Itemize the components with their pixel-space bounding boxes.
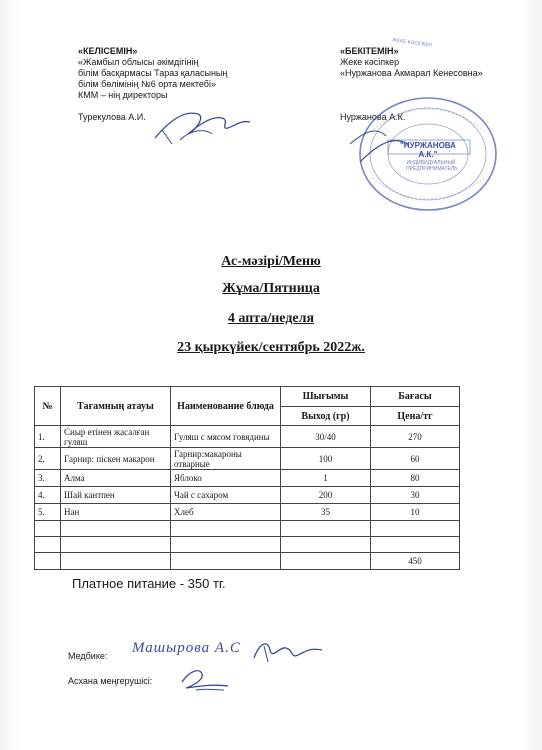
approval-right-line: Жеке кәсіпкер: [340, 57, 400, 67]
approval-right-block: [340, 46, 483, 79]
approval-left-heading: «КЕЛІСЕМІН»: [78, 46, 138, 56]
menu-table: [34, 386, 460, 570]
table-row: [35, 487, 460, 504]
cell-name-ru: Яблоко: [171, 470, 281, 487]
table-row: [35, 504, 460, 521]
approval-left-line: «Жамбыл облысы әкімдігінің: [78, 57, 199, 67]
header-price-kz: Бағасы: [371, 387, 460, 407]
table-row: [35, 448, 460, 470]
header-price-ru: Цена/тг: [371, 407, 460, 426]
cell-name-ru: Гарнир:макароны отварные: [171, 448, 281, 470]
askhana-signature-icon: [176, 664, 236, 694]
table-row-empty: [35, 537, 460, 553]
cell-price: 80: [371, 470, 460, 487]
header-name-ru: Наименование блюда: [171, 387, 281, 426]
page-title-day: Жұма/Пятница: [222, 281, 320, 296]
cell-name-kz: Гарнир: піскен макарон: [61, 448, 171, 470]
director-signature-icon: [150, 100, 255, 150]
cell-output: 30/40: [281, 426, 371, 448]
cell-num: 5.: [35, 504, 61, 521]
cell-num: 4.: [35, 487, 61, 504]
approval-left-line: білім басқармасы Тараз қаласының: [78, 68, 228, 78]
table-total-row: [35, 553, 460, 570]
header-output-ru: Выход (гр): [281, 407, 371, 426]
cell-name-kz: Алма: [61, 470, 171, 487]
cell-output: 100: [281, 448, 371, 470]
askhana-label: Асхана меңгерушісі:: [68, 676, 153, 686]
cell-output: 200: [281, 487, 371, 504]
medbike-signature-icon: [250, 638, 325, 666]
table-header-row: [35, 387, 460, 407]
cell-price: 60: [371, 448, 460, 470]
cell-name-kz: Шай кантпен: [61, 487, 171, 504]
paid-meal-text: Платное питание - 350 тг.: [72, 576, 226, 591]
approval-right-line: «Нуржанова Акмарал Кенесовна»: [340, 68, 483, 78]
approval-left-name: Турекулова А.И.: [78, 112, 146, 122]
medbike-signature: Машырова А.С: [132, 640, 241, 656]
approval-left-line: білім бөлімінің №6 орта мектебі»: [78, 79, 216, 89]
cell-num: 3.: [35, 470, 61, 487]
stamp-inner-text: ИНДИВИДУАЛЬНЫЙ ПРЕДПРИНИМАТЕЛЬ: [406, 160, 458, 172]
cell-num: 1.: [35, 426, 61, 448]
stamp-arc-text: ЖЕКЕ КӘСІПКЕР: [391, 37, 433, 49]
table-row: [35, 426, 460, 448]
header-output-kz: Шығымы: [281, 387, 371, 407]
approval-right-heading: «БЕКІТЕМІН»: [340, 46, 399, 56]
header-num: №: [35, 387, 61, 426]
table-row: [35, 470, 460, 487]
stamp-center-text: "НУРЖАНОВА А.К.": [400, 141, 456, 159]
header-name-kz: Тағамның атауы: [61, 387, 171, 426]
cell-name-ru: Хлеб: [171, 504, 281, 521]
cell-output: 35: [281, 504, 371, 521]
cell-name-kz: Сиыр етінен жасалған гуляш: [61, 426, 171, 448]
cell-price: 10: [371, 504, 460, 521]
page-title-date: 23 қыркүйек/сентябрь 2022ж.: [177, 340, 365, 355]
cell-total: 450: [371, 553, 460, 570]
medbike-label: Медбике:: [68, 651, 108, 661]
page-title-week: 4 апта/неделя: [227, 311, 315, 326]
cell-name-kz: Нан: [61, 504, 171, 521]
cell-price: 270: [371, 426, 460, 448]
approval-left-line: КММ – нің директоры: [78, 90, 168, 100]
cell-price: 30: [371, 487, 460, 504]
cell-num: 2.: [35, 448, 61, 470]
cell-name-ru: Гуляш с мясом говядины: [171, 426, 281, 448]
cell-output: 1: [281, 470, 371, 487]
cell-name-ru: Чай с сахаром: [171, 487, 281, 504]
table-row-empty: [35, 521, 460, 537]
page-title-menu: Ас-мәзірі/Меню: [221, 254, 321, 269]
approval-right-name: Нуржанова А.К.: [340, 112, 406, 122]
